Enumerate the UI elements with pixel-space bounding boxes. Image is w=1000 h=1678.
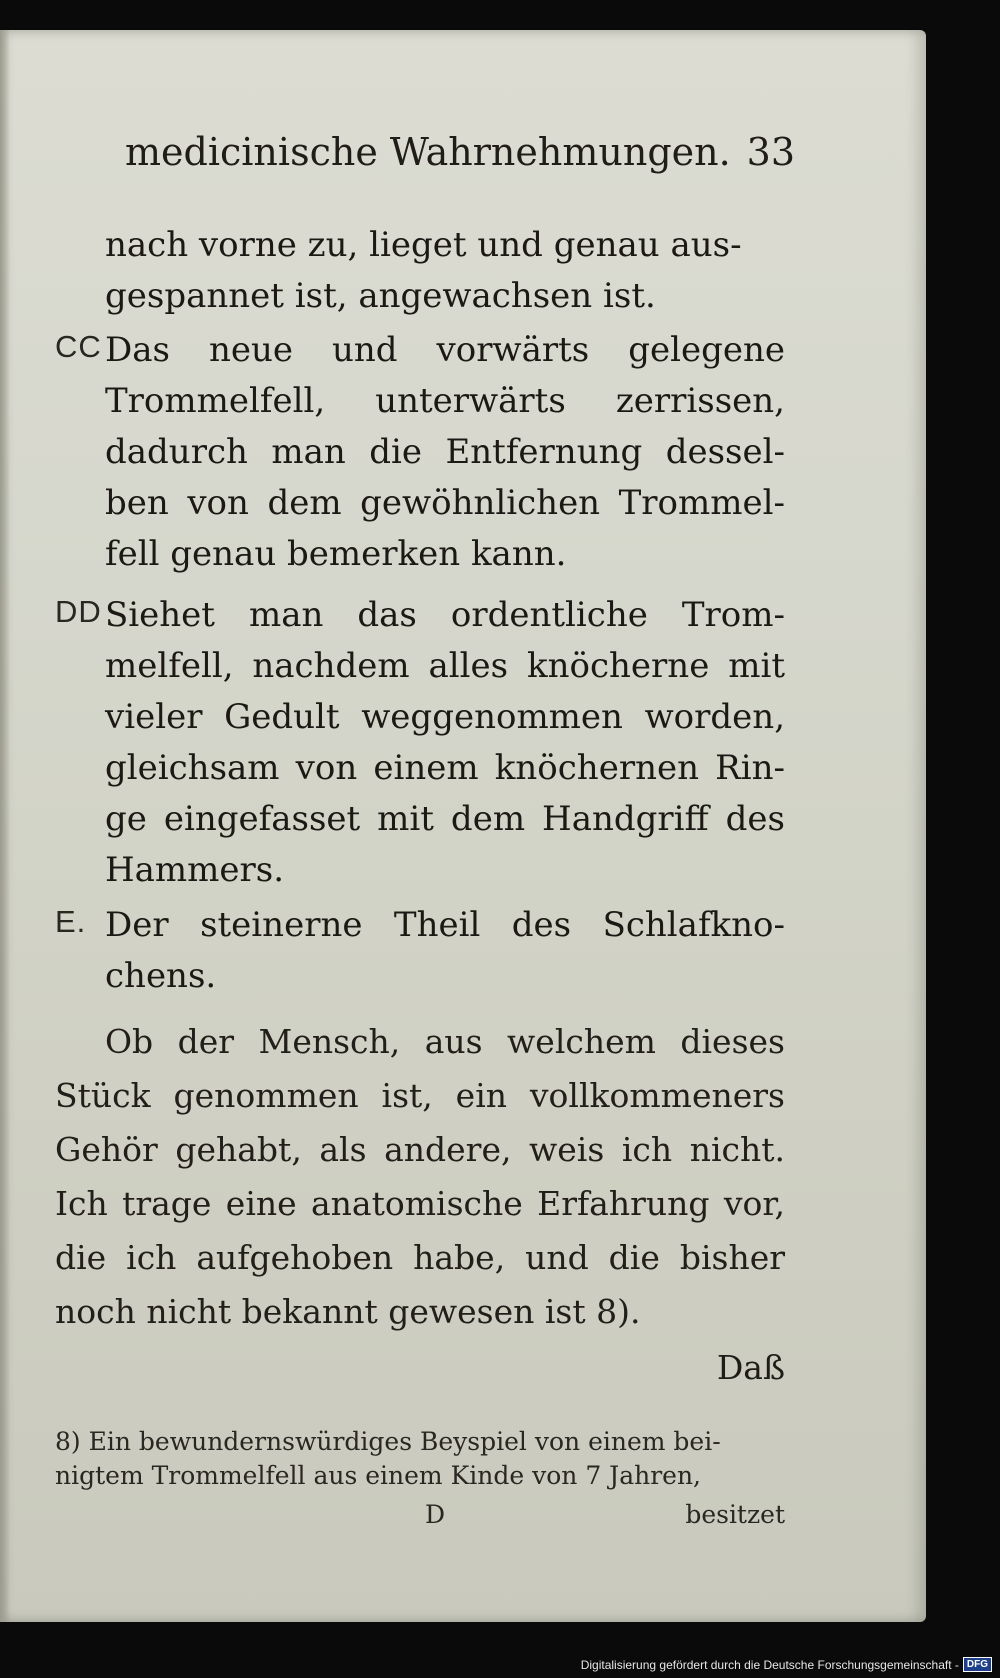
credit-text: Digitalisierung gefördert durch die Deutsche Forschungsgemeinschaft - <box>580 1657 959 1672</box>
book-page <box>0 30 926 1622</box>
entry-e <box>55 900 785 1002</box>
catchword: Daß <box>716 1348 785 1387</box>
footnote-catchword: besitzet <box>685 1500 785 1529</box>
page-header <box>125 130 795 174</box>
signature-mark: D <box>425 1500 446 1529</box>
entry-text: Der steinerne Theil des Schlafkno-chens. <box>105 905 785 996</box>
continuation-text: nach vorne zu, lieget und genau aus-gespannet ist, angewachsen ist. <box>105 225 742 316</box>
entry-text: Siehet man das ordentliche Trom-melfell, nachdem alles knöcherne mit vieler Gedult weggenommen worden, gleichsam von einem knöchernen Rin-ge eingefasset mit dem Handgriff des Hammers. <box>105 595 785 890</box>
footnote: 8) Ein bewundernswürdiges Beyspiel von einem bei-nigtem Trommelfell aus einem Kinde von 7 Jahren, <box>55 1427 721 1490</box>
digitization-credit <box>581 1657 992 1672</box>
page-body <box>55 200 785 1590</box>
entry-text: Das neue und vorwärts gelegene Trommelfell, unterwärts zerrissen, dadurch man die Entfernung dessel-ben von dem gewöhnlichen Trommel-fell genau bemerken kann. <box>105 330 785 574</box>
entry-marker: DD <box>55 594 102 629</box>
page-number: 33 <box>746 130 795 174</box>
running-title: medicinische Wahrnehmungen. <box>125 130 731 174</box>
entry-dd <box>55 590 785 896</box>
main-paragraph: Ob der Mensch, aus welchem dieses Stück genommen ist, ein vollkommeners Gehör gehabt, als andere, weis ich nicht. Ich trage eine anatomische Erfahrung vor, die ich aufgehoben habe, und die bisher noch nicht bekannt gewesen ist 8). <box>55 1022 785 1331</box>
entry-cc <box>55 325 785 580</box>
dfg-logo: DFG <box>963 1657 992 1672</box>
entry-marker: E. <box>55 904 87 939</box>
entry-marker: CC <box>55 329 102 364</box>
